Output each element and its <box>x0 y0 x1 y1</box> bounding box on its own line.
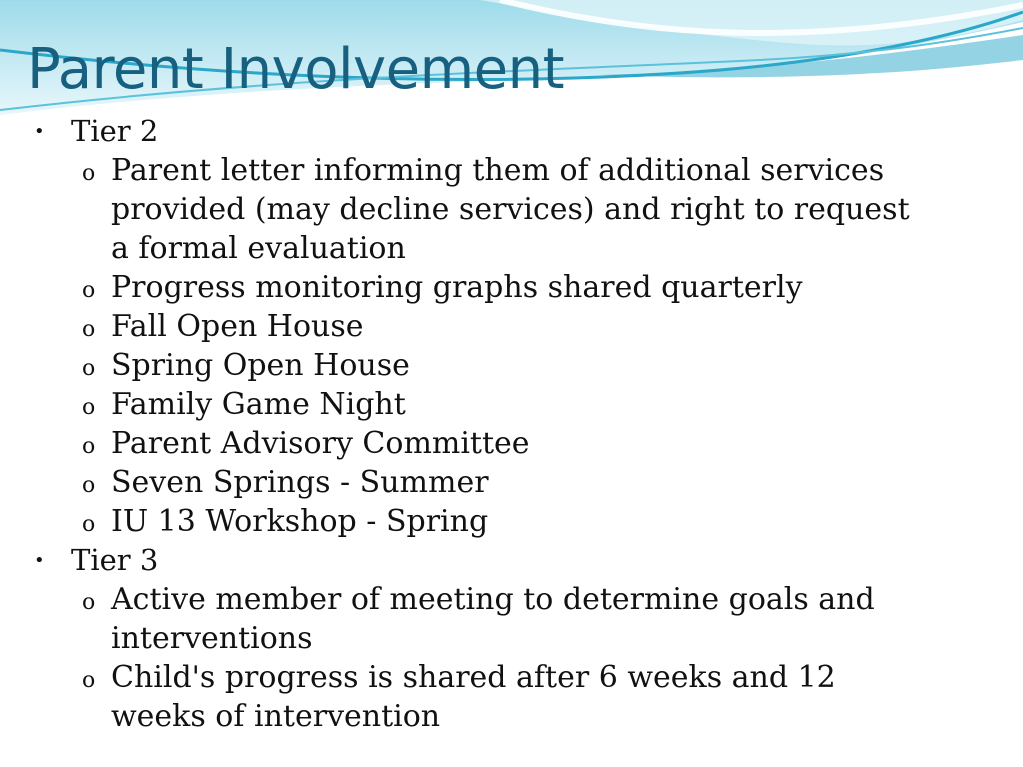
sub-bullet-glyph: o <box>82 317 96 342</box>
sub-bullet-glyph: o <box>82 512 96 537</box>
sub-bullet-text: Parent letter informing them of additional services provided (may decline services) and right to request a formal evaluation <box>111 153 910 266</box>
sub-bullet <box>0 580 931 658</box>
sub-bullet-glyph: o <box>82 434 96 459</box>
sub-bullet-text: Progress monitoring graphs shared quarterly <box>111 270 803 305</box>
sub-bullet-glyph: o <box>82 161 96 186</box>
bullet-tier-2 <box>0 112 1023 151</box>
sub-bullet-glyph: o <box>82 356 96 381</box>
bullet-list <box>0 112 1023 736</box>
sub-bullet-text: Child's progress is shared after 6 weeks and 12 weeks of intervention <box>111 660 836 734</box>
sub-bullet <box>0 385 931 424</box>
sub-bullet <box>0 268 931 307</box>
tier-label: Tier 2 <box>71 114 159 148</box>
sub-bullet <box>0 151 931 268</box>
sub-bullet-glyph: o <box>82 278 96 303</box>
sub-bullet-text: Active member of meeting to determine goals and interventions <box>111 582 875 656</box>
bullet-tier-3 <box>0 541 1023 580</box>
slide-title: Parent Involvement <box>27 37 565 102</box>
sub-bullet-text: Seven Springs - Summer <box>111 465 489 500</box>
sub-bullet-glyph: o <box>82 395 96 420</box>
sub-bullet <box>0 658 931 736</box>
bullet-glyph: • <box>34 121 45 142</box>
sub-bullet-text: Fall Open House <box>111 309 364 344</box>
sub-bullet-glyph: o <box>82 668 96 693</box>
sub-bullet <box>0 346 931 385</box>
tier-label: Tier 3 <box>71 543 159 577</box>
bullet-glyph: • <box>34 550 45 571</box>
sub-bullet-text: Spring Open House <box>111 348 410 383</box>
sub-bullet-text: IU 13 Workshop - Spring <box>111 504 489 539</box>
sub-bullet-text: Family Game Night <box>111 387 406 422</box>
sub-bullet-glyph: o <box>82 590 96 615</box>
sub-bullet-text: Parent Advisory Committee <box>111 426 530 461</box>
sub-bullet <box>0 502 931 541</box>
sub-bullet <box>0 307 931 346</box>
sub-bullet <box>0 424 931 463</box>
sub-bullet-glyph: o <box>82 473 96 498</box>
sub-bullet <box>0 463 931 502</box>
